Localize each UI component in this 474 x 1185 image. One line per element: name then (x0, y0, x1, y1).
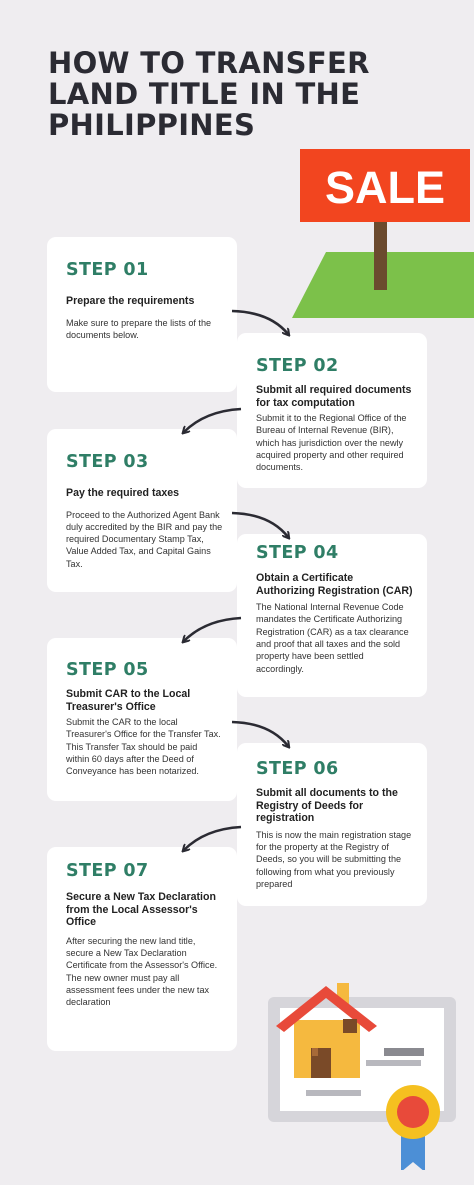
step-heading: Pay the required taxes (66, 487, 180, 499)
curved-arrow-icon (184, 409, 241, 432)
step-label: STEP 02 (256, 356, 339, 376)
step-heading: Submit all documents to the Registry of Deeds for registration (256, 787, 398, 825)
certificate-icon (266, 980, 466, 1170)
step-heading: Submit all required documents for tax computation (256, 384, 412, 409)
step-label: STEP 06 (256, 759, 339, 779)
step-label: STEP 05 (66, 660, 149, 680)
step-label: STEP 04 (256, 543, 339, 563)
step-heading: Prepare the requirements (66, 295, 195, 307)
curved-arrow-icon (232, 513, 288, 537)
step-body: Make sure to prepare the lists of the documents below. (66, 317, 212, 340)
curved-arrow-icon (232, 311, 288, 334)
step-label: STEP 01 (66, 260, 149, 280)
sign-text: SALE (324, 162, 446, 213)
award-ribbon-icon (386, 1085, 440, 1170)
curved-arrow-icon (184, 827, 241, 850)
step-label: STEP 07 (66, 861, 149, 881)
step-body: This is now the main registration stage for the property at the Registry of Deeds, so you will be submitting the following from what you previously prepared (256, 829, 412, 889)
curved-arrow-icon (184, 618, 241, 641)
step-label: STEP 03 (66, 452, 149, 472)
page-title: HOW TO TRANSFER LAND TITLE IN THE PHILIPPINES (48, 46, 370, 142)
step-body: The National Internal Revenue Code mandates the Certificate Authorizing Registration (CAR) as a tax clearance and proof that all taxes and the sold property have been settled accordingly. (256, 602, 409, 674)
step-body: Proceed to the Authorized Agent Bank duly accredited by the BIR and pay the required Documentary Stamp Tax, Value Added Tax, and Capital Gains Tax. (66, 509, 223, 569)
step-heading: Submit CAR to the Local Treasurer's Office (66, 688, 191, 713)
step-body: Submit it to the Regional Office of the Bureau of Internal Revenue (BIR), which has jurisdiction over the newly acquired property and other required documents. (256, 413, 407, 473)
step-heading: Obtain a Certificate Authorizing Registration (CAR) (256, 572, 413, 597)
step-heading: Secure a New Tax Declaration from the Local Assessor's Office (66, 891, 216, 929)
curved-arrow-icon (232, 722, 288, 746)
step-body: After securing the new land title, secure a New Tax Declaration Certificate from the Assessor's Office. The new owner must pay all assessment fees under the new tax declaration (66, 935, 218, 1008)
step-body: Submit the CAR to the local Treasurer's Office for the Transfer Tax. This Transfer Tax should be paid within 60 days after the Deed of Conveyance has been notarized. (66, 717, 221, 777)
